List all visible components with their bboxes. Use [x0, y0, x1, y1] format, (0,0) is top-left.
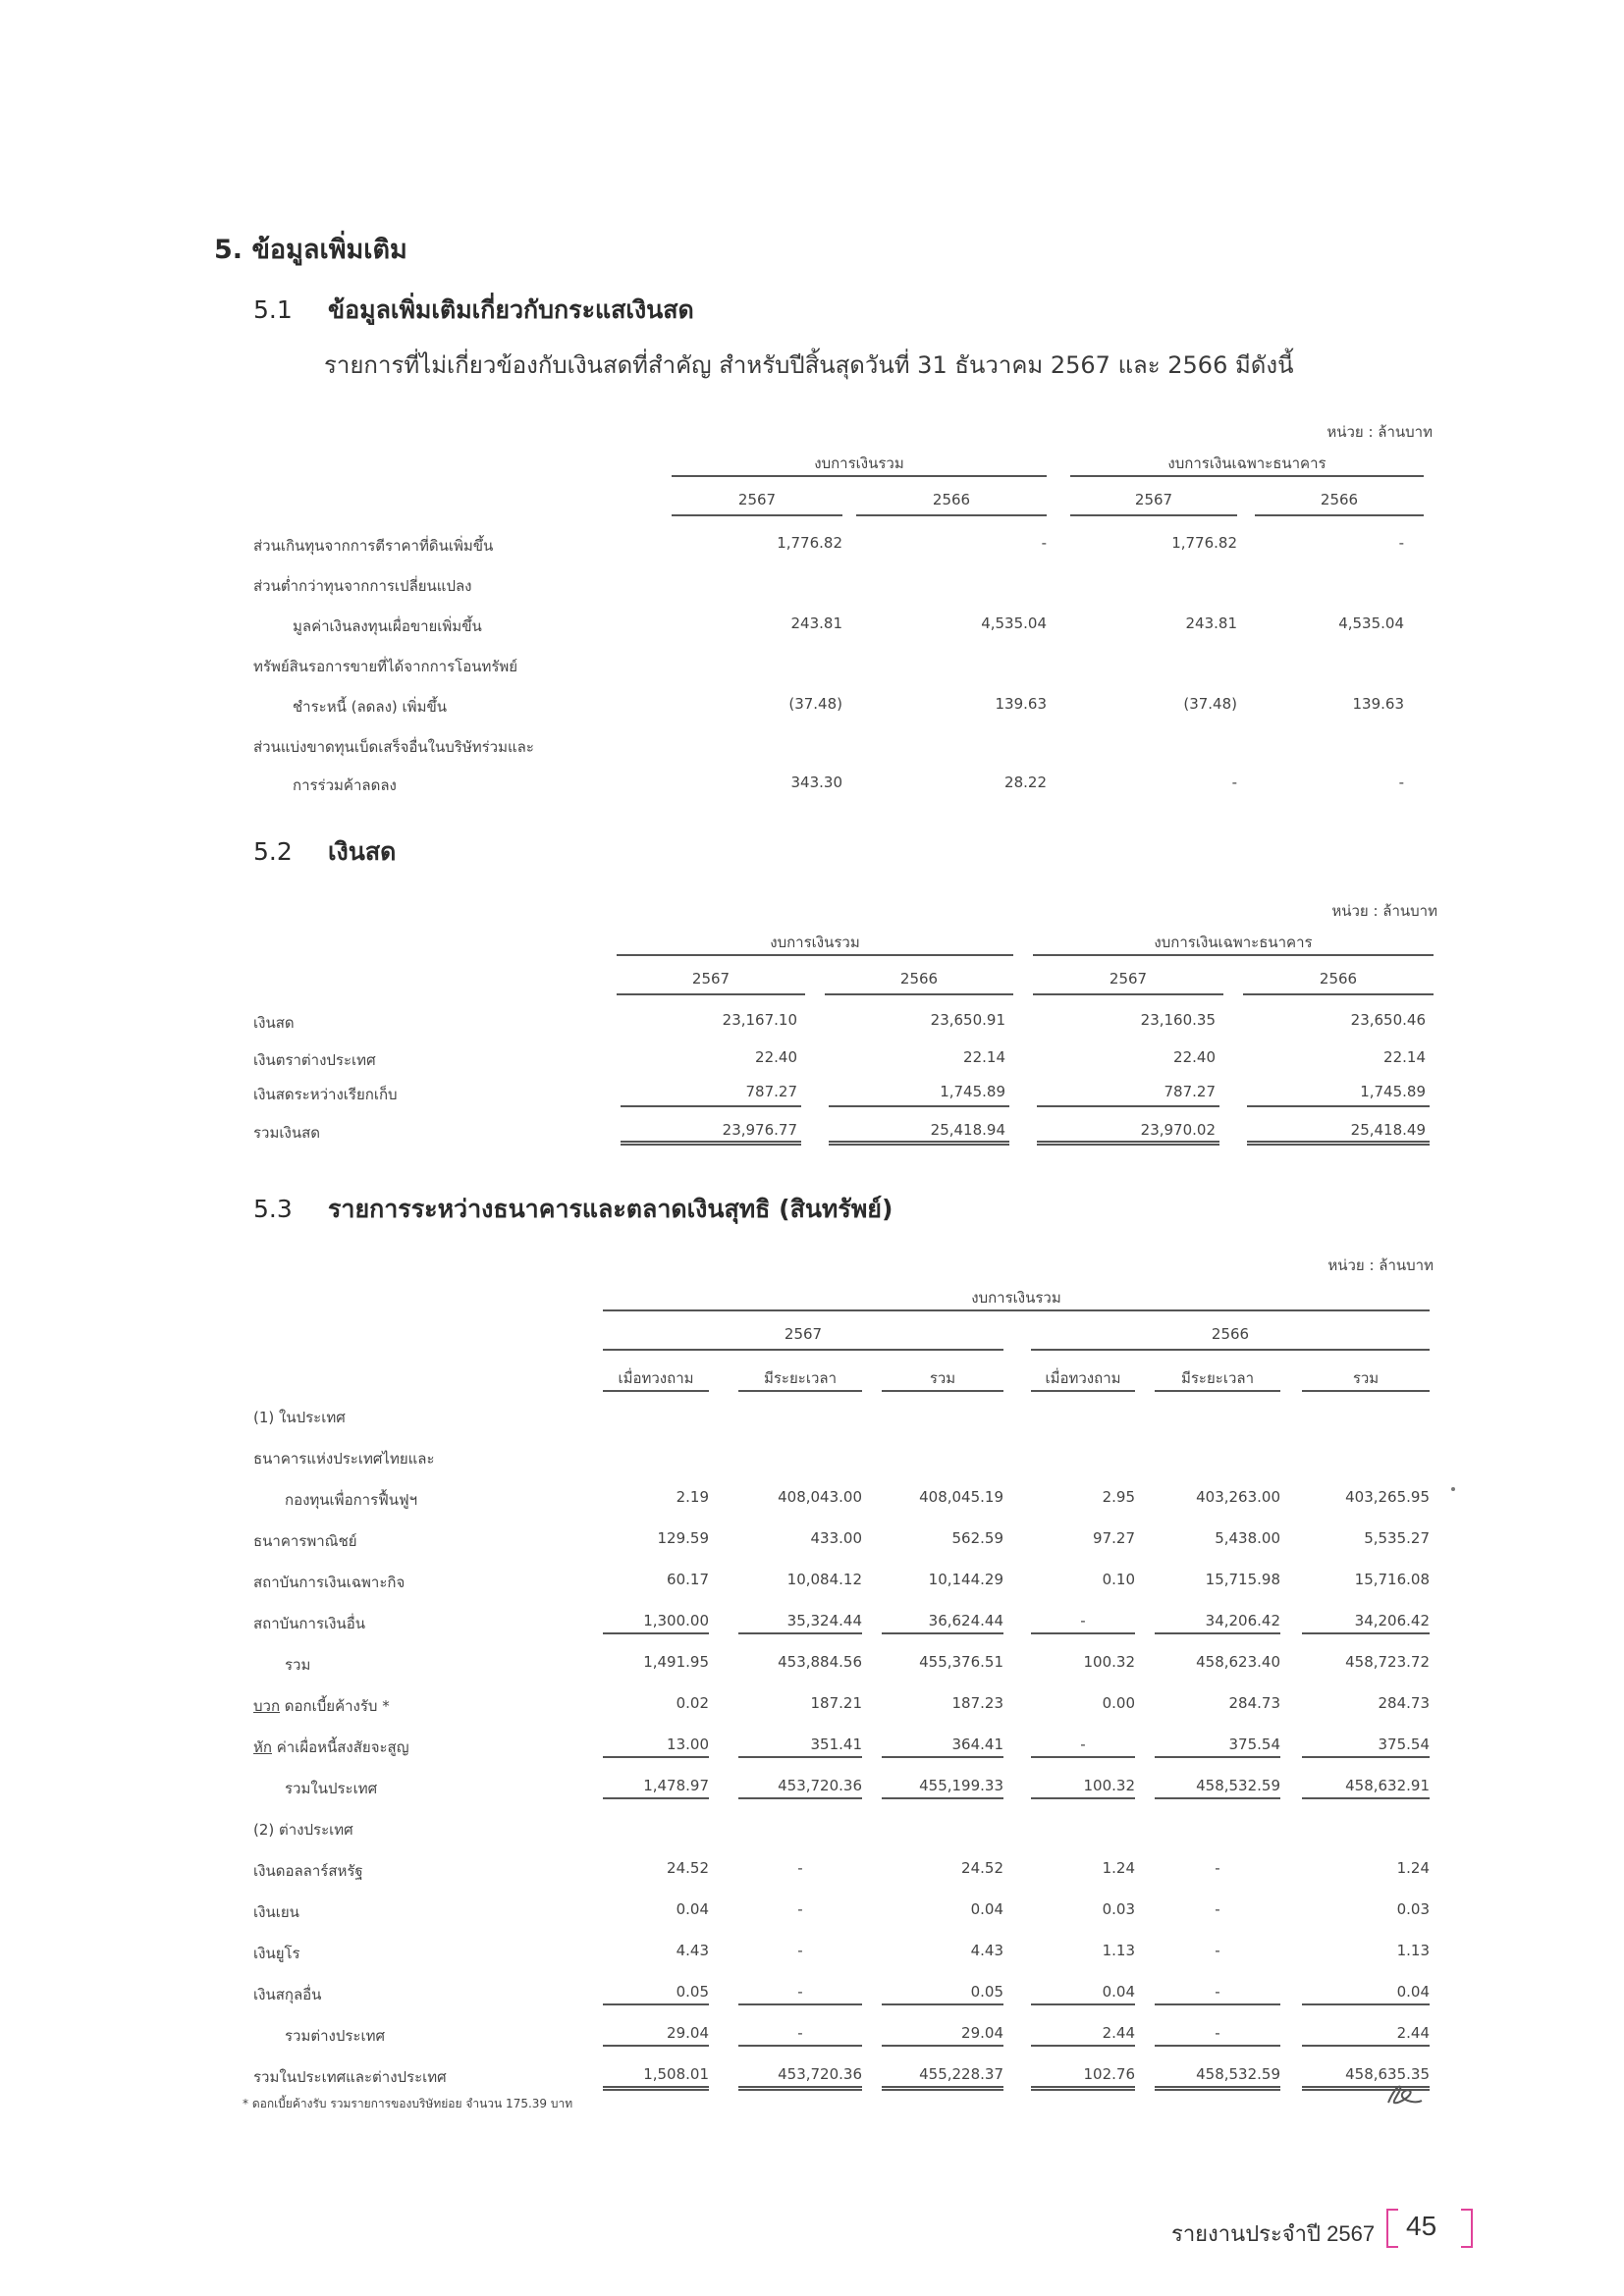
cell-value: 1,300.00: [643, 1612, 709, 1629]
total-double-rule: [1031, 2086, 1135, 2091]
cell-value: 4,535.04: [1338, 614, 1404, 632]
header-rule: [603, 1349, 1003, 1351]
row-label: (2) ต่างประเทศ: [253, 1821, 353, 1839]
row-label: การร่วมค้าลดลง: [293, 776, 397, 794]
row-label: เงินเยน: [253, 1903, 299, 1921]
subtotal-rule: [1031, 1632, 1135, 1634]
subsection-5-2-heading: [253, 832, 396, 872]
total-double-rule: [1247, 1141, 1430, 1146]
cell-value: 0.05: [676, 1983, 709, 2001]
subtotal-rule: [603, 1756, 709, 1758]
cell-value: 243.81: [790, 614, 842, 632]
cell-value: 23,650.91: [930, 1011, 1005, 1029]
cell-value: -: [1398, 774, 1404, 791]
subtotal-rule: [1155, 1797, 1280, 1799]
cell-value: 1.24: [1102, 1859, 1135, 1877]
year-header: 2566: [899, 970, 939, 988]
cell-value: 458,532.59: [1196, 1777, 1280, 1794]
subtotal-rule: [738, 2003, 862, 2005]
total-double-rule: [1155, 2086, 1280, 2091]
cell-value: -: [1215, 2024, 1220, 2042]
cell-value: 4,535.04: [981, 614, 1047, 632]
cell-value: 375.54: [1378, 1735, 1430, 1753]
header-rule: [1031, 1349, 1430, 1351]
year-header: 2567: [1109, 970, 1148, 988]
cell-value: 22.40: [1173, 1048, 1216, 1066]
row-label: ส่วนต่ำกว่าทุนจากการเปลี่ยนแปลง: [253, 577, 472, 595]
header-rule: [617, 954, 1013, 956]
cell-value: 1,776.82: [1171, 534, 1237, 552]
cell-value: (37.48): [788, 695, 842, 713]
row-label: เงินดอลลาร์สหรัฐ: [253, 1862, 363, 1880]
row-label: สถาบันการเงินอื่น: [253, 1615, 365, 1632]
total-double-rule: [1302, 2086, 1430, 2091]
year-header: 2566: [932, 491, 971, 508]
cell-value: 2.44: [1396, 2024, 1430, 2042]
cell-value: 29.04: [961, 2024, 1003, 2042]
column-header: มีระยะเวลา: [1180, 1369, 1254, 1387]
cell-value: -: [1041, 534, 1047, 552]
row-label: สถาบันการเงินเฉพาะกิจ: [253, 1574, 406, 1591]
header-rule: [1070, 514, 1237, 516]
year-header: 2566: [1211, 1325, 1250, 1343]
row-label: กองทุนเพื่อการฟื้นฟูฯ: [285, 1491, 418, 1509]
group-header: งบการเงินรวม: [814, 454, 904, 472]
row-label: ส่วนแบ่งขาดทุนเบ็ดเสร็จอื่นในบริษัทร่วมและ: [253, 738, 534, 756]
subtotal-rule: [882, 1756, 1003, 1758]
cell-value: 10,144.29: [928, 1571, 1003, 1588]
subsection-number: 5.1: [253, 295, 293, 324]
cell-value: 1.24: [1396, 1859, 1430, 1877]
cell-value: 23,167.10: [722, 1011, 797, 1029]
subtotal-rule: [603, 1797, 709, 1799]
subsection-number: 5.2: [253, 837, 293, 866]
subtotal-rule: [882, 2045, 1003, 2047]
header-rule: [672, 475, 1047, 477]
subtotal-rule: [603, 1632, 709, 1634]
cell-value: 1,491.95: [643, 1653, 709, 1671]
cell-value: -: [1080, 1612, 1086, 1629]
cell-value: 97.27: [1093, 1529, 1135, 1547]
cell-value: 0.03: [1102, 1900, 1135, 1918]
header-rule: [856, 514, 1047, 516]
row-label-text: ดอกเบี้ยค้างรับ *: [280, 1697, 390, 1715]
header-rule: [1302, 1390, 1430, 1392]
cell-value: 102.76: [1083, 2065, 1135, 2083]
header-rule: [603, 1309, 1430, 1311]
cell-value: 1,745.89: [1360, 1083, 1426, 1100]
cell-value: 408,045.19: [919, 1488, 1003, 1506]
header-rule: [825, 993, 1013, 995]
cell-value: 1.13: [1102, 1942, 1135, 1959]
cell-value: 5,535.27: [1364, 1529, 1430, 1547]
subsection-5-3-heading: [253, 1190, 893, 1229]
header-rule: [1243, 993, 1434, 995]
cell-value: 0.04: [970, 1900, 1003, 1918]
row-label: เงินสกุลอื่น: [253, 1986, 322, 2003]
header-rule: [1155, 1390, 1280, 1392]
cell-value: 36,624.44: [928, 1612, 1003, 1629]
cell-value: 458,632.91: [1345, 1777, 1430, 1794]
header-rule: [617, 993, 805, 995]
cell-value: 0.05: [970, 1983, 1003, 2001]
total-double-rule: [1037, 1141, 1219, 1146]
cell-value: 284.73: [1228, 1694, 1280, 1712]
cell-value: 5,438.00: [1215, 1529, 1280, 1547]
cell-value: 458,635.35: [1345, 2065, 1430, 2083]
cell-value: 458,723.72: [1345, 1653, 1430, 1671]
subtotal-rule: [1031, 1797, 1135, 1799]
subtotal-rule: [1302, 2003, 1430, 2005]
subsection-title: รายการระหว่างธนาคารและตลาดเงินสุทธิ (สินทรัพย์): [328, 1195, 893, 1223]
unit-label-5-2: หน่วย : ล้านบาท: [1331, 902, 1437, 920]
row-label: ธนาคารพาณิชย์: [253, 1532, 357, 1550]
cell-value: 403,265.95: [1345, 1488, 1430, 1506]
cell-value: 23,160.35: [1140, 1011, 1216, 1029]
cell-value: 458,623.40: [1196, 1653, 1280, 1671]
cell-value: 34,206.42: [1205, 1612, 1280, 1629]
cell-value: 1,745.89: [940, 1083, 1005, 1100]
subtotal-rule: [1302, 1797, 1430, 1799]
subsection-title: เงินสด: [328, 837, 397, 866]
cell-value: 24.52: [961, 1859, 1003, 1877]
group-header: งบการเงินรวม: [770, 934, 860, 951]
group-header: งบการเงินเฉพาะธนาคาร: [1154, 934, 1313, 951]
subtotal-rule: [829, 1105, 1009, 1107]
row-label-text: ค่าเผื่อหนี้สงสัยจะสูญ: [271, 1738, 409, 1756]
cell-value: 2.19: [676, 1488, 709, 1506]
subtotal-rule: [1155, 2003, 1280, 2005]
page-number: 45: [1406, 2211, 1437, 2241]
cell-value: 0.04: [1396, 1983, 1430, 2001]
subtotal-rule: [738, 1632, 862, 1634]
row-label: ชำระหนี้ (ลดลง) เพิ่มขึ้น: [293, 698, 447, 716]
subtotal-rule: [603, 2045, 709, 2047]
cell-value: -: [1215, 1859, 1220, 1877]
header-rule: [1031, 1390, 1135, 1392]
row-label: (1) ในประเทศ: [253, 1409, 346, 1426]
cell-value: 22.40: [755, 1048, 797, 1066]
header-rule: [1033, 993, 1223, 995]
row-label: เงินยูโร: [253, 1945, 300, 1962]
column-header: รวม: [1352, 1369, 1380, 1387]
cell-value: 433.00: [810, 1529, 862, 1547]
cell-value: 23,970.02: [1140, 1121, 1216, 1139]
subtotal-rule: [1302, 1632, 1430, 1634]
total-double-rule: [738, 2086, 862, 2091]
cell-value: 25,418.49: [1350, 1121, 1426, 1139]
cell-value: 403,263.00: [1196, 1488, 1280, 1506]
subtotal-rule: [1247, 1105, 1430, 1107]
cell-value: 129.59: [657, 1529, 709, 1547]
cell-value: -: [797, 2024, 803, 2042]
cell-value: 1,508.01: [643, 2065, 709, 2083]
stray-mark: [1451, 1487, 1455, 1491]
cell-value: -: [797, 1900, 803, 1918]
row-label: [253, 1694, 390, 1718]
row-label: ธนาคารแห่งประเทศไทยและ: [253, 1450, 435, 1468]
cell-value: 787.27: [1164, 1083, 1216, 1100]
cell-value: 1,776.82: [777, 534, 842, 552]
footnote: * ดอกเบี้ยค้างรับ รวมรายการของบริษัทย่อย จำนวน 175.39 บาท: [243, 2097, 573, 2110]
cell-value: 25,418.94: [930, 1121, 1005, 1139]
cell-value: 22.14: [1383, 1048, 1426, 1066]
row-label: รวม: [285, 1656, 311, 1674]
subtotal-rule: [1031, 2003, 1135, 2005]
total-double-rule: [829, 1141, 1009, 1146]
subtotal-rule: [738, 1756, 862, 1758]
year-header: 2566: [1319, 970, 1358, 988]
row-label: รวมเงินสด: [253, 1124, 320, 1142]
cell-value: 23,650.46: [1350, 1011, 1426, 1029]
total-double-rule: [621, 1141, 801, 1146]
cell-value: 187.21: [810, 1694, 862, 1712]
cell-value: 0.03: [1396, 1900, 1430, 1918]
cell-value: 453,884.56: [778, 1653, 862, 1671]
subtotal-rule: [1155, 1756, 1280, 1758]
cell-value: -: [1231, 774, 1237, 791]
cell-value: 100.32: [1083, 1653, 1135, 1671]
right-bracket-icon: [1461, 2209, 1473, 2248]
section-title: ข้อมูลเพิ่มเติม: [251, 235, 407, 265]
header-rule: [672, 514, 842, 516]
column-header: เมื่อทวงถาม: [618, 1369, 694, 1387]
subtotal-rule: [1155, 2045, 1280, 2047]
cell-value: -: [1398, 534, 1404, 552]
cell-value: 15,715.98: [1205, 1571, 1280, 1588]
cell-value: 458,532.59: [1196, 2065, 1280, 2083]
unit-label-5-1: หน่วย : ล้านบาท: [1326, 423, 1433, 441]
cell-value: 28.22: [1004, 774, 1047, 791]
cell-value: 408,043.00: [778, 1488, 862, 1506]
subtotal-rule: [738, 1797, 862, 1799]
subsection-title: ข้อมูลเพิ่มเติมเกี่ยวกับกระแสเงินสด: [328, 295, 694, 324]
cell-value: -: [797, 1983, 803, 2001]
row-label: เงินตราต่างประเทศ: [253, 1051, 376, 1069]
subtotal-rule: [882, 2003, 1003, 2005]
cell-value: 100.32: [1083, 1777, 1135, 1794]
cell-value: 22.14: [963, 1048, 1005, 1066]
cell-value: 2.44: [1102, 2024, 1135, 2042]
row-label: รวมในประเทศ: [285, 1780, 378, 1797]
cell-value: 364.41: [951, 1735, 1003, 1753]
cell-value: 1.13: [1396, 1942, 1430, 1959]
cell-value: 455,376.51: [919, 1653, 1003, 1671]
cell-value: -: [1080, 1735, 1086, 1753]
cell-value: 4.43: [676, 1942, 709, 1959]
cell-value: (37.48): [1183, 695, 1237, 713]
cell-value: -: [1215, 1983, 1220, 2001]
subtotal-rule: [882, 1797, 1003, 1799]
header-rule: [882, 1390, 1003, 1392]
cell-value: 35,324.44: [786, 1612, 862, 1629]
cell-value: 0.00: [1102, 1694, 1135, 1712]
cell-value: 13.00: [667, 1735, 709, 1753]
row-label: ส่วนเกินทุนจากการตีราคาที่ดินเพิ่มขึ้น: [253, 537, 494, 555]
subtotal-rule: [1155, 1632, 1280, 1634]
cell-value: -: [1215, 1900, 1220, 1918]
cell-value: 23,976.77: [722, 1121, 797, 1139]
cell-value: 375.54: [1228, 1735, 1280, 1753]
row-label: ทรัพย์สินรอการขายที่ได้จากการโอนทรัพย์: [253, 658, 518, 675]
header-rule: [603, 1390, 709, 1392]
section-heading: [214, 228, 407, 270]
cell-value: 455,228.37: [919, 2065, 1003, 2083]
row-label-prefix: หัก: [253, 1738, 272, 1756]
cell-value: 343.30: [790, 774, 842, 791]
cell-value: 351.41: [810, 1735, 862, 1753]
cell-value: 34,206.42: [1354, 1612, 1430, 1629]
subtotal-rule: [1031, 1756, 1135, 1758]
row-label: รวมในประเทศและต่างประเทศ: [253, 2068, 447, 2086]
subtotal-rule: [1302, 2045, 1430, 2047]
header-rule: [738, 1390, 862, 1392]
cell-value: 187.23: [951, 1694, 1003, 1712]
cell-value: -: [797, 1859, 803, 1877]
year-header: 2566: [1320, 491, 1359, 508]
cell-value: 2.95: [1102, 1488, 1135, 1506]
year-header: 2567: [784, 1325, 823, 1343]
subsection-5-1-intro: รายการที่ไม่เกี่ยวข้องกับเงินสดที่สำคัญ สำหรับปีสิ้นสุดวันที่ 31 ธันวาคม 2567 และ 2566 มีดังนี้: [324, 351, 1294, 379]
cell-value: 15,716.08: [1354, 1571, 1430, 1588]
column-header: มีระยะเวลา: [763, 1369, 837, 1387]
cell-value: 243.81: [1185, 614, 1237, 632]
cell-value: 787.27: [745, 1083, 797, 1100]
subtotal-rule: [621, 1105, 801, 1107]
subsection-number: 5.3: [253, 1195, 293, 1223]
cell-value: 29.04: [667, 2024, 709, 2042]
row-label: รวมต่างประเทศ: [285, 2027, 386, 2045]
group-header: งบการเงินรวม: [971, 1289, 1061, 1307]
cell-value: 10,084.12: [786, 1571, 862, 1588]
subtotal-rule: [1302, 1756, 1430, 1758]
year-header: 2567: [1134, 491, 1173, 508]
unit-label-5-3: หน่วย : ล้านบาท: [1327, 1256, 1434, 1274]
cell-value: 24.52: [667, 1859, 709, 1877]
row-label: เงินสดระหว่างเรียกเก็บ: [253, 1086, 398, 1103]
row-label-prefix: บวก: [253, 1697, 281, 1715]
subtotal-rule: [882, 1632, 1003, 1634]
column-header: เมื่อทวงถาม: [1045, 1369, 1121, 1387]
report-title: รายงานประจำปี 2567: [1171, 2221, 1376, 2246]
cell-value: 0.04: [1102, 1983, 1135, 2001]
header-rule: [1255, 514, 1424, 516]
year-header: 2567: [691, 970, 731, 988]
left-bracket-icon: [1386, 2209, 1398, 2248]
subtotal-rule: [738, 2045, 862, 2047]
cell-value: 453,720.36: [778, 1777, 862, 1794]
cell-value: 139.63: [1352, 695, 1404, 713]
cell-value: 0.04: [676, 1900, 709, 1918]
row-label: [253, 1735, 408, 1759]
cell-value: 562.59: [951, 1529, 1003, 1547]
row-label: มูลค่าเงินลงทุนเผื่อขายเพิ่มขึ้น: [293, 617, 482, 635]
total-double-rule: [882, 2086, 1003, 2091]
subsection-5-1-heading: [253, 291, 694, 330]
year-header: 2567: [737, 491, 777, 508]
cell-value: 139.63: [995, 695, 1047, 713]
header-rule: [1033, 954, 1434, 956]
row-label: เงินสด: [253, 1014, 295, 1032]
cell-value: 453,720.36: [778, 2065, 862, 2083]
cell-value: 284.73: [1378, 1694, 1430, 1712]
group-header: งบการเงินเฉพาะธนาคาร: [1167, 454, 1326, 472]
cell-value: 4.43: [970, 1942, 1003, 1959]
cell-value: 0.10: [1102, 1571, 1135, 1588]
cell-value: 455,199.33: [919, 1777, 1003, 1794]
column-header: รวม: [929, 1369, 956, 1387]
subtotal-rule: [1031, 2045, 1135, 2047]
total-double-rule: [603, 2086, 709, 2091]
cell-value: 1,478.97: [643, 1777, 709, 1794]
cell-value: 0.02: [676, 1694, 709, 1712]
cell-value: -: [797, 1942, 803, 1959]
cell-value: -: [1215, 1942, 1220, 1959]
subtotal-rule: [1037, 1105, 1219, 1107]
subtotal-rule: [603, 2003, 709, 2005]
cell-value: 60.17: [667, 1571, 709, 1588]
section-number: 5.: [214, 235, 244, 265]
header-rule: [1070, 475, 1424, 477]
